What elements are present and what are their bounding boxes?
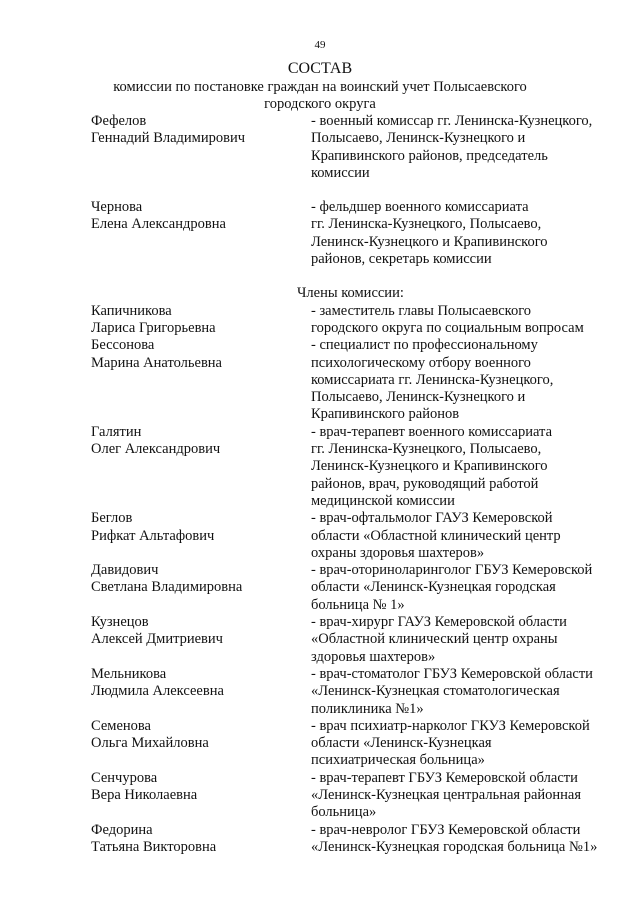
surname: Семенова [91, 717, 151, 734]
given-names: Елена Александровна [91, 216, 226, 233]
person-name [91, 113, 311, 182]
surname: Сенчурова [91, 769, 158, 786]
surname: Давидович [91, 562, 159, 579]
person-role: - врач психиатр-нарколог ГКУЗ Кемеровской области «Ленинск-Кузнецкая психиатрическая больница» [311, 717, 590, 769]
person-role: - врач-терапевт военного комиссариата гг. Ленинска-Кузнецкого, Полысаево, Ленинск-Кузнецкого и Крапивинского районов, врач, руководящий работой медицинской комиссии [311, 423, 552, 509]
commission-entry [91, 337, 621, 423]
commission-entry [91, 614, 621, 666]
person-role: - врач-оториноларинголог ГБУЗ Кемеровской области «Ленинск-Кузнецкая городская больница № 1» [311, 562, 593, 613]
person-name [91, 510, 311, 562]
given-names: Олег Александрович [91, 441, 221, 458]
surname: Мельникова [91, 665, 167, 682]
person-role: - врач-стоматолог ГБУЗ Кемеровской области «Ленинск-Кузнецкая стоматологическая поликлиника №1» [311, 665, 593, 717]
subtitle-line: комиссии по постановке граждан на воинский учет Полысаевского [113, 79, 527, 95]
person-role: - заместитель главы Полысаевского городского округа по социальным вопросам [311, 302, 584, 336]
person-name [91, 562, 311, 614]
person-name [91, 199, 311, 268]
commission-entry [91, 822, 621, 857]
given-names: Татьяна Викторовна [91, 838, 217, 855]
given-names: Марина Анатольевна [91, 354, 222, 371]
person-role: - военный комиссар гг. Ленинска-Кузнецкого, Полысаево, Ленинск-Кузнецкого и Крапивинского районов, председатель комиссии [311, 113, 593, 181]
person-name [91, 718, 311, 770]
surname: Капичникова [91, 302, 172, 319]
person-role: - фельдшер военного комиссариата гг. Ленинска-Кузнецкого, Полысаево, Ленинск-Кузнецкого и Крапивинского районов, секретарь комиссии [311, 199, 548, 268]
surname: Кузнецов [91, 614, 149, 631]
commission-entry [91, 562, 621, 614]
commission-list [91, 113, 621, 856]
commission-entry [91, 424, 621, 510]
commission-entry [91, 303, 621, 338]
surname: Галятин [91, 423, 142, 440]
person-name [91, 822, 311, 857]
commission-entry [91, 770, 621, 822]
surname: Федорина [91, 821, 153, 838]
surname: Бессонова [91, 337, 155, 354]
surname: Беглов [91, 510, 133, 527]
members-heading: Члены комиссии: [297, 285, 404, 302]
page-number: 49 [314, 39, 326, 51]
commission-entry [91, 510, 621, 562]
given-names: Рифкат Альтафович [91, 527, 215, 544]
person-role: - врач-невролог ГБУЗ Кемеровской области «Ленинск-Кузнецкая городская больница №1» [311, 821, 598, 855]
given-names: Ольга Михайловна [91, 735, 209, 752]
subtitle-line: городского округа [264, 96, 376, 112]
person-role: - специалист по профессиональному психологическому отбору военного комиссариата гг. Ленинска-Кузнецкого, Полысаево, Ленинск-Кузнецкого и Крапивинского районов [311, 337, 554, 423]
person-role: - врач-офтальмолог ГАУЗ Кемеровской области «Областной клинический центр охраны здоровья шахтеров» [311, 510, 561, 561]
person-role: - врач-терапевт ГБУЗ Кемеровской области «Ленинск-Кузнецкая центральная районная больница» [311, 769, 582, 821]
person-name [91, 424, 311, 510]
given-names: Вера Николаевна [91, 786, 198, 803]
surname: Чернова [91, 199, 143, 216]
given-names: Людмила Алексеевна [91, 683, 224, 700]
document-title: СОСТАВ [287, 60, 353, 77]
given-names: Алексей Дмитриевич [91, 631, 223, 648]
document-subtitle [0, 79, 640, 113]
given-names: Геннадий Владимирович [91, 130, 246, 147]
person-name [91, 614, 311, 666]
person-name [91, 337, 311, 423]
commission-entry [91, 199, 621, 268]
person-name [91, 666, 311, 718]
commission-entry [91, 718, 621, 770]
commission-entry [91, 113, 621, 182]
commission-entry [91, 666, 621, 718]
person-name [91, 770, 311, 822]
given-names: Светлана Владимировна [91, 579, 243, 596]
person-role: - врач-хирург ГАУЗ Кемеровской области «Областной клинический центр охраны здоровья шахтеров» [311, 614, 567, 665]
surname: Фефелов [91, 113, 147, 129]
given-names: Лариса Григорьевна [91, 319, 216, 336]
person-name [91, 303, 311, 338]
